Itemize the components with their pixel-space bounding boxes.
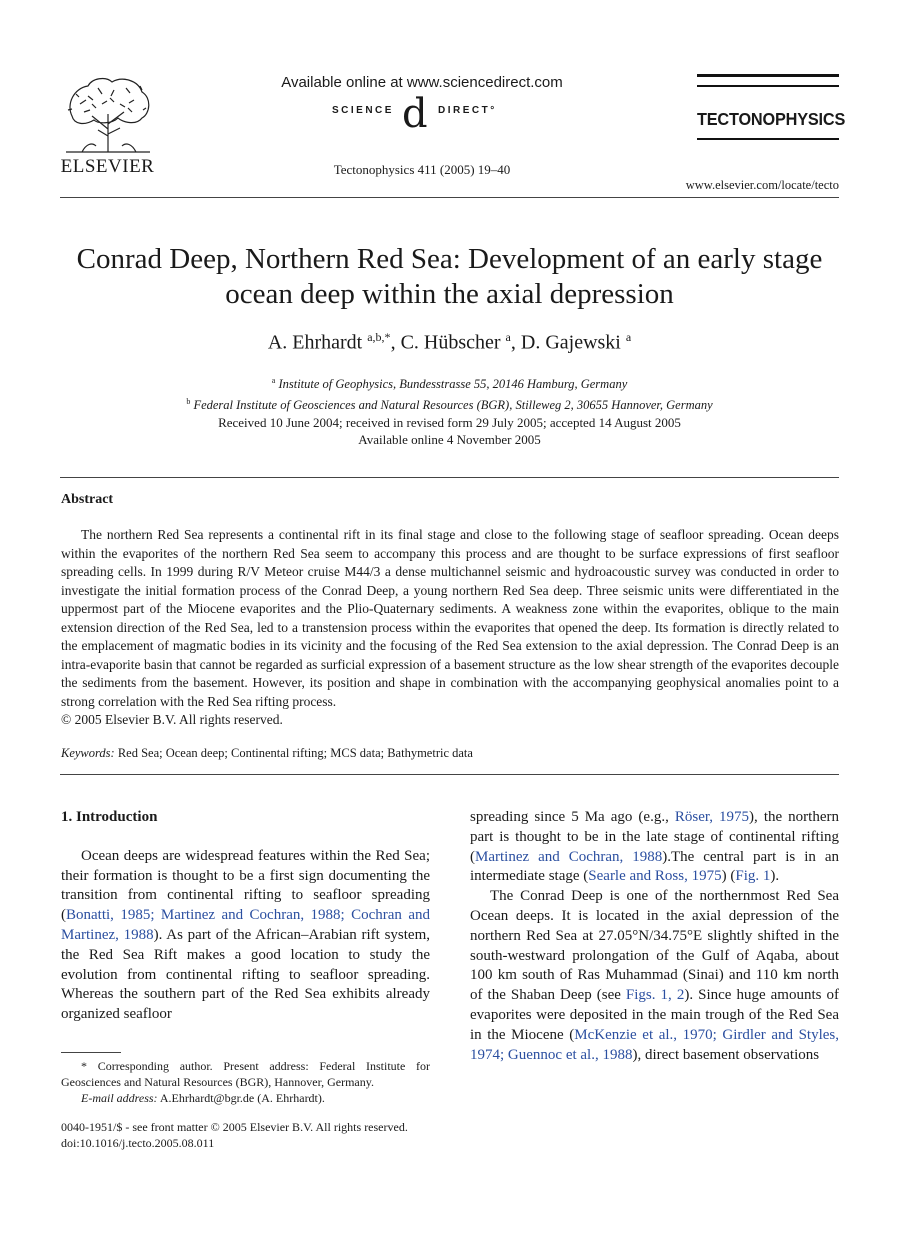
- figure-link[interactable]: Fig. 1: [735, 868, 771, 885]
- author-affil-mark: a: [505, 330, 511, 344]
- paragraph-text: The Conrad Deep is one of the northernmost Red Sea Ocean deeps. It is located in the axial depression of the northern Red Sea at 27.05°N/34.75°E slightly shifted in the south-westward prolongation of the Gulf of Aqaba, about 100 km south of Ras Muhammad (Sinai) and 110 km north of the Shaban Deep (see: [470, 888, 839, 1004]
- abstract-bottom-rule: [60, 774, 839, 775]
- keywords: [61, 746, 473, 761]
- title-line-1: Conrad Deep, Northern Red Sea: Development of an early stage: [76, 243, 823, 275]
- footnote-star: *: [81, 1059, 87, 1073]
- sd-at-icon: d: [402, 91, 428, 137]
- author-name[interactable]: A. Ehrhardt: [267, 331, 363, 354]
- citation-link[interactable]: Röser, 1975: [674, 809, 750, 825]
- article-dates: [60, 414, 839, 448]
- paragraph-text: ).: [770, 868, 780, 885]
- email-label: E-mail address:: [81, 1091, 158, 1105]
- affiliation-text: Federal Institute of Geosciences and Natural Resources (BGR), Stilleweg 2, 30655 Hannover, Germany: [193, 398, 713, 413]
- affiliation-text: Institute of Geophysics, Bundesstrasse 55, 20146 Hamburg, Germany: [278, 377, 628, 392]
- citation-link[interactable]: Bonatti, 1985; Martinez and Cochran, 1988; Cochran and Martinez, 1988: [61, 907, 430, 943]
- left-column: [61, 808, 430, 1025]
- sciencedirect-logo: [262, 93, 582, 135]
- sciencedirect-block: [262, 72, 582, 135]
- footnote-rule: [61, 1052, 121, 1053]
- footnote: [61, 1058, 430, 1106]
- available-date: Available online 4 November 2005: [358, 432, 541, 447]
- available-online-text[interactable]: Available online at www.sciencedirect.com: [281, 74, 563, 91]
- keywords-list: Red Sea; Ocean deep; Continental rifting; MCS data; Bathymetric data: [117, 746, 473, 760]
- email-line: [61, 1090, 430, 1106]
- elsevier-logo: [60, 74, 155, 178]
- abstract-body: [61, 526, 839, 730]
- masthead-rule-second: [697, 85, 839, 87]
- paragraph-text: Ocean deeps are widespread features within the Red Sea; their formation is thought to be a first sign documenting the transition from continental rifting to seafloor spreading (: [61, 847, 430, 924]
- intro-paragraph-1: [61, 847, 430, 1025]
- journal-name: TECTONOPHYSICS: [697, 109, 846, 129]
- paragraph-text: ). Since huge amounts of evaporites were deposited in the main trough of the Red Sea in the Miocene (: [470, 987, 839, 1043]
- author-name[interactable]: C. Hübscher: [400, 331, 501, 354]
- corresponding-author-note: [61, 1058, 430, 1090]
- elsevier-tree-icon: [62, 74, 154, 154]
- abstract-copyright: © 2005 Elsevier B.V. All rights reserved.: [61, 712, 283, 727]
- author-affil-mark: a: [625, 330, 632, 344]
- intro-paragraph-2: [470, 887, 839, 1065]
- affiliation-b: [60, 393, 839, 414]
- journal-masthead: [697, 74, 846, 140]
- front-matter: [61, 1119, 408, 1151]
- affiliation-a: [60, 372, 839, 393]
- abstract-top-rule: [60, 477, 839, 478]
- keywords-label: Keywords:: [61, 746, 115, 760]
- email-address[interactable]: A.Ehrhardt@bgr.de (A. Ehrhardt).: [159, 1091, 325, 1105]
- article-title: [60, 242, 839, 312]
- paragraph-text: ). As part of the African–Arabian rift system, the Red Sea Rift makes a good location to study the evolution from continental rifting to seafloor spreading. Whereas the southern part of the Red Sea exhibits already organized seafloor: [61, 926, 430, 1023]
- citation-link[interactable]: Searle and Ross, 1975: [588, 868, 722, 885]
- journal-reference: Tectonophysics 411 (2005) 19–40: [333, 162, 511, 177]
- issn-line: 0040-1951/$ - see front matter © 2005 Elsevier B.V. All rights reserved.: [61, 1120, 408, 1134]
- paragraph-text: ), direct basement observations: [632, 1046, 820, 1063]
- author-affil-mark: a,b,*: [367, 330, 391, 344]
- masthead-rule-top: [697, 74, 839, 77]
- publisher-name: ELSEVIER: [60, 156, 155, 177]
- received-dates: Received 10 June 2004; received in revised form 29 July 2005; accepted 14 August 2005: [218, 415, 681, 430]
- section-heading: 1. Introduction: [61, 809, 158, 825]
- intro-paragraph-1-continued: [470, 808, 839, 887]
- affiliation-mark: b: [186, 397, 191, 407]
- paragraph-text: ).The central part is in an intermediate stage (: [470, 848, 839, 885]
- doi-line[interactable]: doi:10.1016/j.tecto.2005.08.011: [61, 1136, 215, 1150]
- right-column: [470, 808, 839, 1065]
- affiliations: [60, 372, 839, 414]
- affiliation-mark: a: [271, 376, 276, 385]
- author-list: A. Ehrhardt $^{a,b,*}$, C. Hübscher $^a$, D. Gajewski $^a$: [267, 330, 632, 354]
- paragraph-text: ), the northern part is thought to be in the late stage of continental rifting (: [470, 809, 839, 865]
- sd-right-word: DIRECT°: [438, 105, 497, 116]
- title-line-2: ocean deep within the axial depression: [225, 278, 674, 310]
- author-name[interactable]: D. Gajewski: [520, 331, 621, 354]
- header-divider: [60, 197, 839, 198]
- paragraph-text: ) (: [721, 868, 736, 885]
- journal-url[interactable]: www.elsevier.com/locate/tecto: [685, 178, 839, 192]
- abstract-text: The northern Red Sea represents a continental rift in its final stage and close to the following stage of seafloor spreading. Ocean deeps within the evaporites of the northern Red Sea seem to accompany this process and are thought to be surface expressions of first seafloor spreading cells. In 1999 during R/V Meteor cruise M44/3 a dense multichannel seismic and hydroacoustic survey was conducted in order to investigate the initial formation process of the Conrad Deep, a young northern Red Sea deep. Three seismic units were differentiated in the uppermost part of the Miocene evaporites and the Plio-Quaternary sediments. A weakness zone within the evaporites, oblique to the main extension direction of the Red Sea, led to a transtension process within the evaporites that opened the deep. Its formation is directly related to the emplacement of magmatic bodies in its vicinity and the focusing of the Red Sea extension to the axial depression. The Conrad Deep is an intra-evaporite basin that cannot be regarded as surficial expression of a basement structure as the low shear strength of the evaporites decouple the sediments from the basement. However, its position and shape in combination with the accompanying geophysical anomalies point to a strong correlation with the Red Sea rifting process.: [61, 527, 839, 709]
- figure-link[interactable]: Figs. 1, 2: [625, 987, 685, 1004]
- citation-link[interactable]: Martinez and Cochran, 1988: [475, 848, 663, 865]
- citation-link[interactable]: McKenzie et al., 1970; Girdler and Styles, 1974; Guennoc et al., 1988: [470, 1026, 839, 1063]
- footnote-text: Corresponding author. Present address: Federal Institute for Geosciences and Natural Resources (BGR), Hannover, Germany.: [61, 1059, 431, 1089]
- paragraph-text: spreading since 5 Ma ago (e.g.,: [470, 809, 675, 825]
- abstract-heading: Abstract: [61, 492, 114, 507]
- sd-left-word: SCIENCE: [332, 105, 394, 116]
- masthead-rule-bottom: [697, 138, 839, 140]
